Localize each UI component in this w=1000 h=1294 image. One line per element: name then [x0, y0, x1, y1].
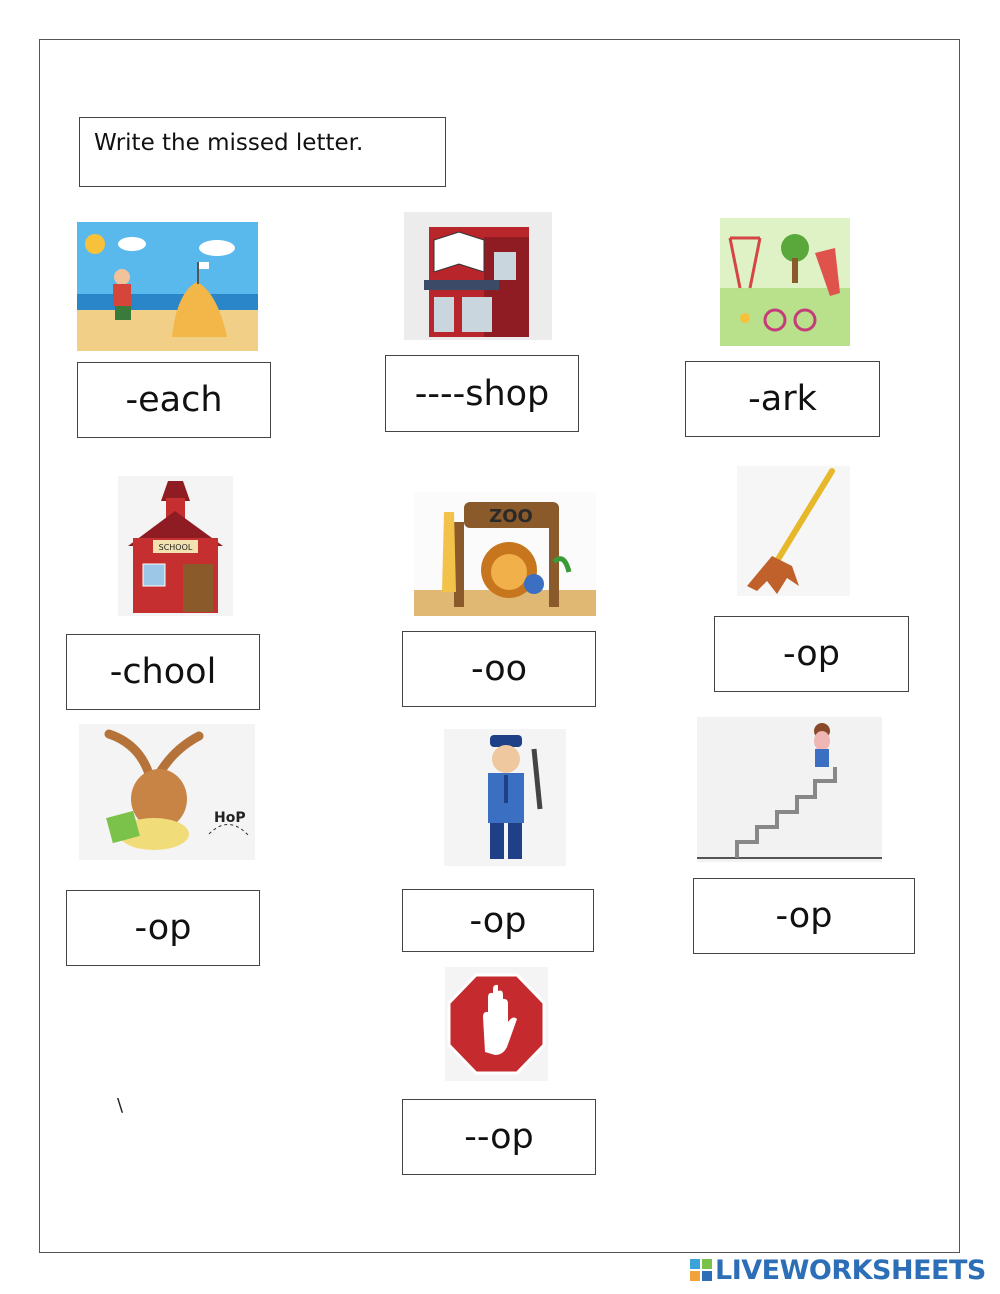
park-picture — [720, 218, 850, 346]
bookshop-picture — [404, 212, 552, 340]
answer-box-stop[interactable]: --op — [402, 1099, 596, 1175]
answer-box-hop[interactable]: -op — [66, 890, 260, 966]
zoo-sign-text: ZOO — [489, 506, 533, 527]
mop-picture — [737, 466, 850, 596]
stop-sign-picture — [445, 967, 548, 1081]
answer-box-bookshop[interactable]: ----shop — [385, 355, 579, 432]
beach-picture — [77, 222, 258, 351]
stairs-top-picture — [697, 717, 882, 862]
answer-box-mop[interactable]: -op — [714, 616, 909, 692]
answer-box-zoo[interactable]: -oo — [402, 631, 596, 707]
answer-box-park[interactable]: -ark — [685, 361, 880, 437]
school-picture — [118, 476, 233, 616]
liveworksheets-logo-icon — [690, 1259, 712, 1281]
rabbit-hop-picture — [79, 724, 255, 860]
instruction-text: Write the missed letter. — [79, 117, 446, 187]
policeman-picture — [444, 729, 566, 866]
answer-box-cop[interactable]: -op — [402, 889, 594, 952]
zoo-picture — [414, 492, 596, 616]
hop-text: HoP — [214, 810, 246, 826]
school-sign-text: SCHOOL — [158, 543, 193, 552]
answer-box-school[interactable]: -chool — [66, 634, 260, 710]
brand-text: LIVEWORKSHEETS — [715, 1254, 986, 1286]
stray-mark: \ — [117, 1095, 124, 1116]
liveworksheets-brand — [690, 1255, 986, 1285]
answer-box-top[interactable]: -op — [693, 878, 915, 954]
answer-box-beach[interactable]: -each — [77, 362, 271, 438]
